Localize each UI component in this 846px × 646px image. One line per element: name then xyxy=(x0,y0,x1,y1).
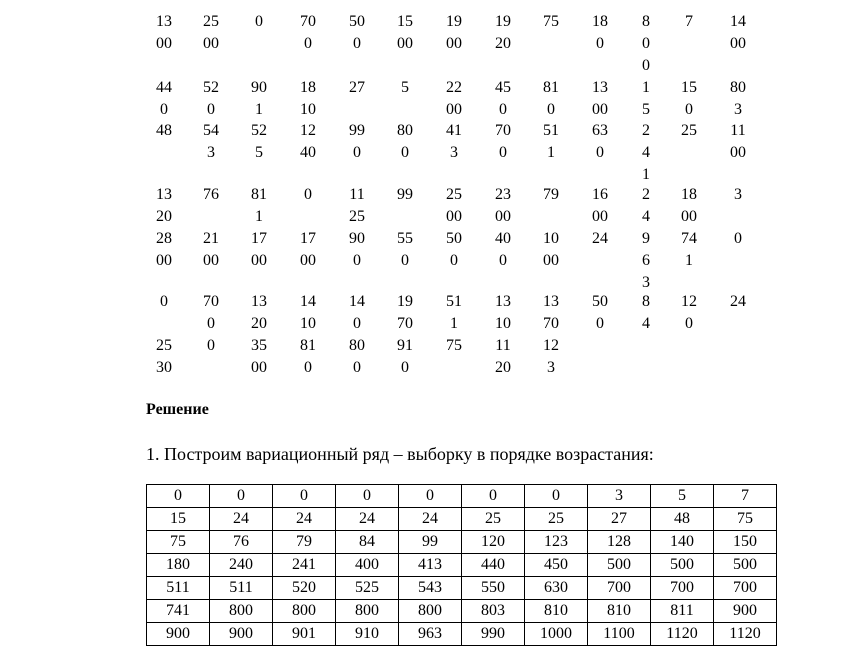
table-cell: 24 xyxy=(210,508,273,531)
table-cell: 800 xyxy=(336,600,399,623)
raw-value-fragment: 7 xyxy=(685,13,693,30)
raw-value-fragment: 00 xyxy=(730,35,746,52)
raw-value-fragment: 18 xyxy=(681,186,697,203)
table-cell: 900 xyxy=(147,623,210,646)
raw-value-fragment: 16 xyxy=(592,186,608,203)
raw-value-fragment: 8 xyxy=(642,13,650,30)
table-cell: 450 xyxy=(525,554,588,577)
raw-value-fragment: 13 xyxy=(592,79,608,96)
table-cell: 5 xyxy=(651,485,714,508)
table-cell: 240 xyxy=(210,554,273,577)
raw-value-fragment: 19 xyxy=(397,293,413,310)
table-cell: 910 xyxy=(336,623,399,646)
raw-value-fragment: 8 xyxy=(642,293,650,310)
table-cell: 700 xyxy=(651,577,714,600)
table-cell: 0 xyxy=(462,485,525,508)
raw-value-fragment: 75 xyxy=(543,13,559,30)
raw-value-fragment: 75 xyxy=(446,337,462,354)
raw-value-fragment: 4 xyxy=(642,208,650,225)
table-cell: 0 xyxy=(147,485,210,508)
table-cell: 700 xyxy=(588,577,651,600)
raw-value-fragment: 0 xyxy=(304,359,312,376)
raw-value-fragment: 52 xyxy=(203,79,219,96)
table-cell: 511 xyxy=(210,577,273,600)
raw-value-fragment: 25 xyxy=(681,122,697,139)
raw-value-fragment: 17 xyxy=(251,230,267,247)
raw-value-fragment: 11 xyxy=(495,337,511,354)
raw-value-fragment: 45 xyxy=(495,79,511,96)
raw-value-fragment: 0 xyxy=(304,35,312,52)
raw-value-fragment: 3 xyxy=(734,101,742,118)
raw-value-fragment: 5 xyxy=(642,101,650,118)
raw-value-fragment: 00 xyxy=(446,208,462,225)
raw-value-fragment: 0 xyxy=(685,101,693,118)
raw-value-fragment: 0 xyxy=(499,252,507,269)
raw-value-fragment: 70 xyxy=(543,315,559,332)
raw-value-fragment: 54 xyxy=(203,122,219,139)
table-cell: 25 xyxy=(462,508,525,531)
raw-value-fragment: 00 xyxy=(592,101,608,118)
raw-value-fragment: 00 xyxy=(251,252,267,269)
raw-value-fragment: 14 xyxy=(349,293,365,310)
table-cell: 1120 xyxy=(714,623,777,646)
raw-value-fragment: 48 xyxy=(156,122,172,139)
table-cell: 800 xyxy=(273,600,336,623)
table-cell: 803 xyxy=(462,600,525,623)
table-cell: 7 xyxy=(714,485,777,508)
raw-value-fragment: 0 xyxy=(401,359,409,376)
table-cell: 25 xyxy=(525,508,588,531)
step-1-text: 1. Построим вариационный ряд – выборку в порядке возрастания: xyxy=(146,444,654,464)
raw-value-fragment: 15 xyxy=(681,79,697,96)
raw-value-fragment: 12 xyxy=(543,337,559,354)
raw-value-fragment: 12 xyxy=(300,122,316,139)
table-cell: 520 xyxy=(273,577,336,600)
raw-value-fragment: 1 xyxy=(642,79,650,96)
table-cell: 24 xyxy=(399,508,462,531)
raw-value-fragment: 0 xyxy=(353,359,361,376)
raw-value-fragment: 13 xyxy=(156,186,172,203)
table-cell: 400 xyxy=(336,554,399,577)
raw-value-fragment: 0 xyxy=(160,101,168,118)
raw-value-fragment: 0 xyxy=(353,35,361,52)
table-cell: 900 xyxy=(714,600,777,623)
raw-value-fragment: 20 xyxy=(495,35,511,52)
raw-value-fragment: 81 xyxy=(300,337,316,354)
table-cell: 1000 xyxy=(525,623,588,646)
raw-value-fragment: 19 xyxy=(495,13,511,30)
raw-value-fragment: 00 xyxy=(203,35,219,52)
table-cell: 413 xyxy=(399,554,462,577)
raw-value-fragment: 27 xyxy=(349,79,365,96)
raw-value-fragment: 00 xyxy=(300,252,316,269)
raw-value-fragment: 70 xyxy=(397,315,413,332)
raw-value-fragment: 00 xyxy=(495,208,511,225)
table-cell: 800 xyxy=(399,600,462,623)
raw-value-fragment: 51 xyxy=(446,293,462,310)
raw-value-fragment: 28 xyxy=(156,230,172,247)
table-cell: 140 xyxy=(651,531,714,554)
raw-value-fragment: 50 xyxy=(349,13,365,30)
raw-value-fragment: 0 xyxy=(734,230,742,247)
table-cell: 0 xyxy=(336,485,399,508)
raw-value-fragment: 0 xyxy=(499,101,507,118)
raw-value-fragment: 10 xyxy=(495,315,511,332)
table-cell: 0 xyxy=(525,485,588,508)
table-cell: 500 xyxy=(588,554,651,577)
table-row xyxy=(147,508,777,531)
raw-value-fragment: 90 xyxy=(251,79,267,96)
raw-value-fragment: 9 xyxy=(642,230,650,247)
raw-value-fragment: 0 xyxy=(255,13,263,30)
raw-value-fragment: 55 xyxy=(397,230,413,247)
raw-value-fragment: 6 xyxy=(642,252,650,269)
table-cell: 741 xyxy=(147,600,210,623)
raw-value-fragment: 3 xyxy=(734,186,742,203)
raw-value-fragment: 2 xyxy=(642,122,650,139)
raw-value-fragment: 15 xyxy=(397,13,413,30)
table-cell: 630 xyxy=(525,577,588,600)
raw-value-fragment: 0 xyxy=(642,57,650,74)
raw-value-fragment: 14 xyxy=(730,13,746,30)
table-cell: 150 xyxy=(714,531,777,554)
table-cell: 511 xyxy=(147,577,210,600)
raw-value-fragment: 0 xyxy=(596,144,604,161)
raw-value-fragment: 10 xyxy=(300,315,316,332)
table-row xyxy=(147,531,777,554)
table-cell: 1120 xyxy=(651,623,714,646)
raw-value-fragment: 1 xyxy=(450,315,458,332)
table-cell: 99 xyxy=(399,531,462,554)
table-cell: 180 xyxy=(147,554,210,577)
raw-value-fragment: 0 xyxy=(642,35,650,52)
table-cell: 3 xyxy=(588,485,651,508)
table-cell: 440 xyxy=(462,554,525,577)
table-cell: 76 xyxy=(210,531,273,554)
raw-value-fragment: 00 xyxy=(156,252,172,269)
raw-value-fragment: 23 xyxy=(495,186,511,203)
table-cell: 24 xyxy=(336,508,399,531)
table-cell: 120 xyxy=(462,531,525,554)
raw-value-fragment: 1 xyxy=(547,144,555,161)
variation-series-table xyxy=(146,484,777,646)
raw-value-fragment: 80 xyxy=(397,122,413,139)
raw-value-fragment: 0 xyxy=(160,293,168,310)
raw-value-fragment: 5 xyxy=(401,79,409,96)
raw-value-fragment: 63 xyxy=(592,122,608,139)
raw-value-fragment: 3 xyxy=(642,274,650,291)
raw-value-fragment: 24 xyxy=(730,293,746,310)
raw-value-fragment: 70 xyxy=(203,293,219,310)
raw-value-fragment: 0 xyxy=(207,315,215,332)
table-row xyxy=(147,623,777,646)
raw-value-fragment: 13 xyxy=(251,293,267,310)
raw-value-fragment: 11 xyxy=(349,186,365,203)
raw-value-fragment: 35 xyxy=(251,337,267,354)
raw-value-fragment: 25 xyxy=(349,208,365,225)
raw-value-fragment: 25 xyxy=(156,337,172,354)
raw-value-fragment: 80 xyxy=(730,79,746,96)
table-cell: 700 xyxy=(714,577,777,600)
raw-value-fragment: 79 xyxy=(543,186,559,203)
table-cell: 128 xyxy=(588,531,651,554)
raw-value-fragment: 0 xyxy=(353,144,361,161)
raw-value-fragment: 41 xyxy=(446,122,462,139)
raw-value-fragment: 99 xyxy=(397,186,413,203)
solution-heading: Решение xyxy=(146,401,209,418)
raw-value-fragment: 0 xyxy=(207,337,215,354)
raw-value-fragment: 19 xyxy=(446,13,462,30)
table-cell: 550 xyxy=(462,577,525,600)
raw-value-fragment: 90 xyxy=(349,230,365,247)
table-cell: 500 xyxy=(714,554,777,577)
raw-value-fragment: 10 xyxy=(300,101,316,118)
raw-value-fragment: 18 xyxy=(592,13,608,30)
raw-value-fragment: 3 xyxy=(207,144,215,161)
table-cell: 27 xyxy=(588,508,651,531)
raw-value-fragment: 0 xyxy=(685,315,693,332)
table-cell: 810 xyxy=(525,600,588,623)
raw-value-fragment: 20 xyxy=(251,315,267,332)
raw-value-fragment: 70 xyxy=(495,122,511,139)
raw-value-fragment: 00 xyxy=(251,359,267,376)
table-cell: 79 xyxy=(273,531,336,554)
raw-value-fragment: 0 xyxy=(207,101,215,118)
table-cell: 900 xyxy=(210,623,273,646)
raw-value-fragment: 0 xyxy=(596,35,604,52)
raw-value-fragment: 1 xyxy=(642,166,650,183)
raw-value-fragment: 51 xyxy=(543,122,559,139)
table-row xyxy=(147,577,777,600)
raw-value-fragment: 00 xyxy=(543,252,559,269)
raw-value-fragment: 40 xyxy=(300,144,316,161)
raw-value-fragment: 24 xyxy=(592,230,608,247)
raw-value-fragment: 17 xyxy=(300,230,316,247)
raw-value-fragment: 52 xyxy=(251,122,267,139)
table-cell: 75 xyxy=(147,531,210,554)
table-cell: 0 xyxy=(210,485,273,508)
raw-value-fragment: 91 xyxy=(397,337,413,354)
raw-value-fragment: 0 xyxy=(596,315,604,332)
table-cell: 525 xyxy=(336,577,399,600)
raw-value-fragment: 4 xyxy=(642,144,650,161)
raw-value-fragment: 11 xyxy=(730,122,746,139)
table-cell: 963 xyxy=(399,623,462,646)
table-cell: 800 xyxy=(210,600,273,623)
table-cell: 24 xyxy=(273,508,336,531)
table-row xyxy=(147,600,777,623)
table-cell: 811 xyxy=(651,600,714,623)
raw-value-fragment: 00 xyxy=(446,35,462,52)
raw-value-fragment: 25 xyxy=(203,13,219,30)
raw-value-fragment: 00 xyxy=(730,144,746,161)
raw-value-fragment: 20 xyxy=(495,359,511,376)
table-cell: 500 xyxy=(651,554,714,577)
raw-value-fragment: 80 xyxy=(349,337,365,354)
raw-value-fragment: 70 xyxy=(300,13,316,30)
raw-value-fragment: 00 xyxy=(203,252,219,269)
raw-value-fragment: 1 xyxy=(685,252,693,269)
table-cell: 15 xyxy=(147,508,210,531)
table-row xyxy=(147,485,777,508)
raw-value-fragment: 76 xyxy=(203,186,219,203)
raw-value-fragment: 13 xyxy=(543,293,559,310)
raw-value-fragment: 0 xyxy=(499,144,507,161)
raw-value-fragment: 0 xyxy=(547,101,555,118)
raw-value-fragment: 0 xyxy=(401,252,409,269)
raw-value-fragment: 13 xyxy=(495,293,511,310)
table-cell: 241 xyxy=(273,554,336,577)
raw-value-fragment: 81 xyxy=(543,79,559,96)
raw-value-fragment: 18 xyxy=(300,79,316,96)
raw-value-fragment: 40 xyxy=(495,230,511,247)
table-cell: 810 xyxy=(588,600,651,623)
raw-value-fragment: 10 xyxy=(543,230,559,247)
table-row xyxy=(147,554,777,577)
raw-value-fragment: 00 xyxy=(397,35,413,52)
raw-value-fragment: 5 xyxy=(255,144,263,161)
raw-value-fragment: 0 xyxy=(353,315,361,332)
raw-value-fragment: 3 xyxy=(450,144,458,161)
table-cell: 1100 xyxy=(588,623,651,646)
raw-value-fragment: 1 xyxy=(255,208,263,225)
raw-value-fragment: 20 xyxy=(156,208,172,225)
raw-value-fragment: 0 xyxy=(450,252,458,269)
raw-value-fragment: 2 xyxy=(642,186,650,203)
raw-value-fragment: 25 xyxy=(446,186,462,203)
raw-value-fragment: 1 xyxy=(255,101,263,118)
raw-value-fragment: 00 xyxy=(156,35,172,52)
raw-value-fragment: 13 xyxy=(156,13,172,30)
table-cell: 543 xyxy=(399,577,462,600)
table-cell: 123 xyxy=(525,531,588,554)
raw-value-fragment: 14 xyxy=(300,293,316,310)
raw-value-fragment: 0 xyxy=(401,144,409,161)
raw-value-fragment: 50 xyxy=(592,293,608,310)
raw-value-fragment: 12 xyxy=(681,293,697,310)
raw-value-fragment: 99 xyxy=(349,122,365,139)
raw-value-fragment: 00 xyxy=(446,101,462,118)
table-cell: 901 xyxy=(273,623,336,646)
table-cell: 990 xyxy=(462,623,525,646)
table-cell: 84 xyxy=(336,531,399,554)
raw-value-fragment: 0 xyxy=(353,252,361,269)
raw-value-fragment: 30 xyxy=(156,359,172,376)
table-cell: 0 xyxy=(273,485,336,508)
raw-value-fragment: 0 xyxy=(304,186,312,203)
raw-value-fragment: 50 xyxy=(446,230,462,247)
table-cell: 0 xyxy=(399,485,462,508)
raw-value-fragment: 74 xyxy=(681,230,697,247)
raw-value-fragment: 00 xyxy=(681,208,697,225)
raw-value-fragment: 81 xyxy=(251,186,267,203)
table-cell: 48 xyxy=(651,508,714,531)
raw-value-fragment: 00 xyxy=(592,208,608,225)
table-cell: 75 xyxy=(714,508,777,531)
raw-value-fragment: 44 xyxy=(156,79,172,96)
raw-value-fragment: 21 xyxy=(203,230,219,247)
raw-value-fragment: 22 xyxy=(446,79,462,96)
raw-value-fragment: 3 xyxy=(547,359,555,376)
raw-value-fragment: 4 xyxy=(642,315,650,332)
